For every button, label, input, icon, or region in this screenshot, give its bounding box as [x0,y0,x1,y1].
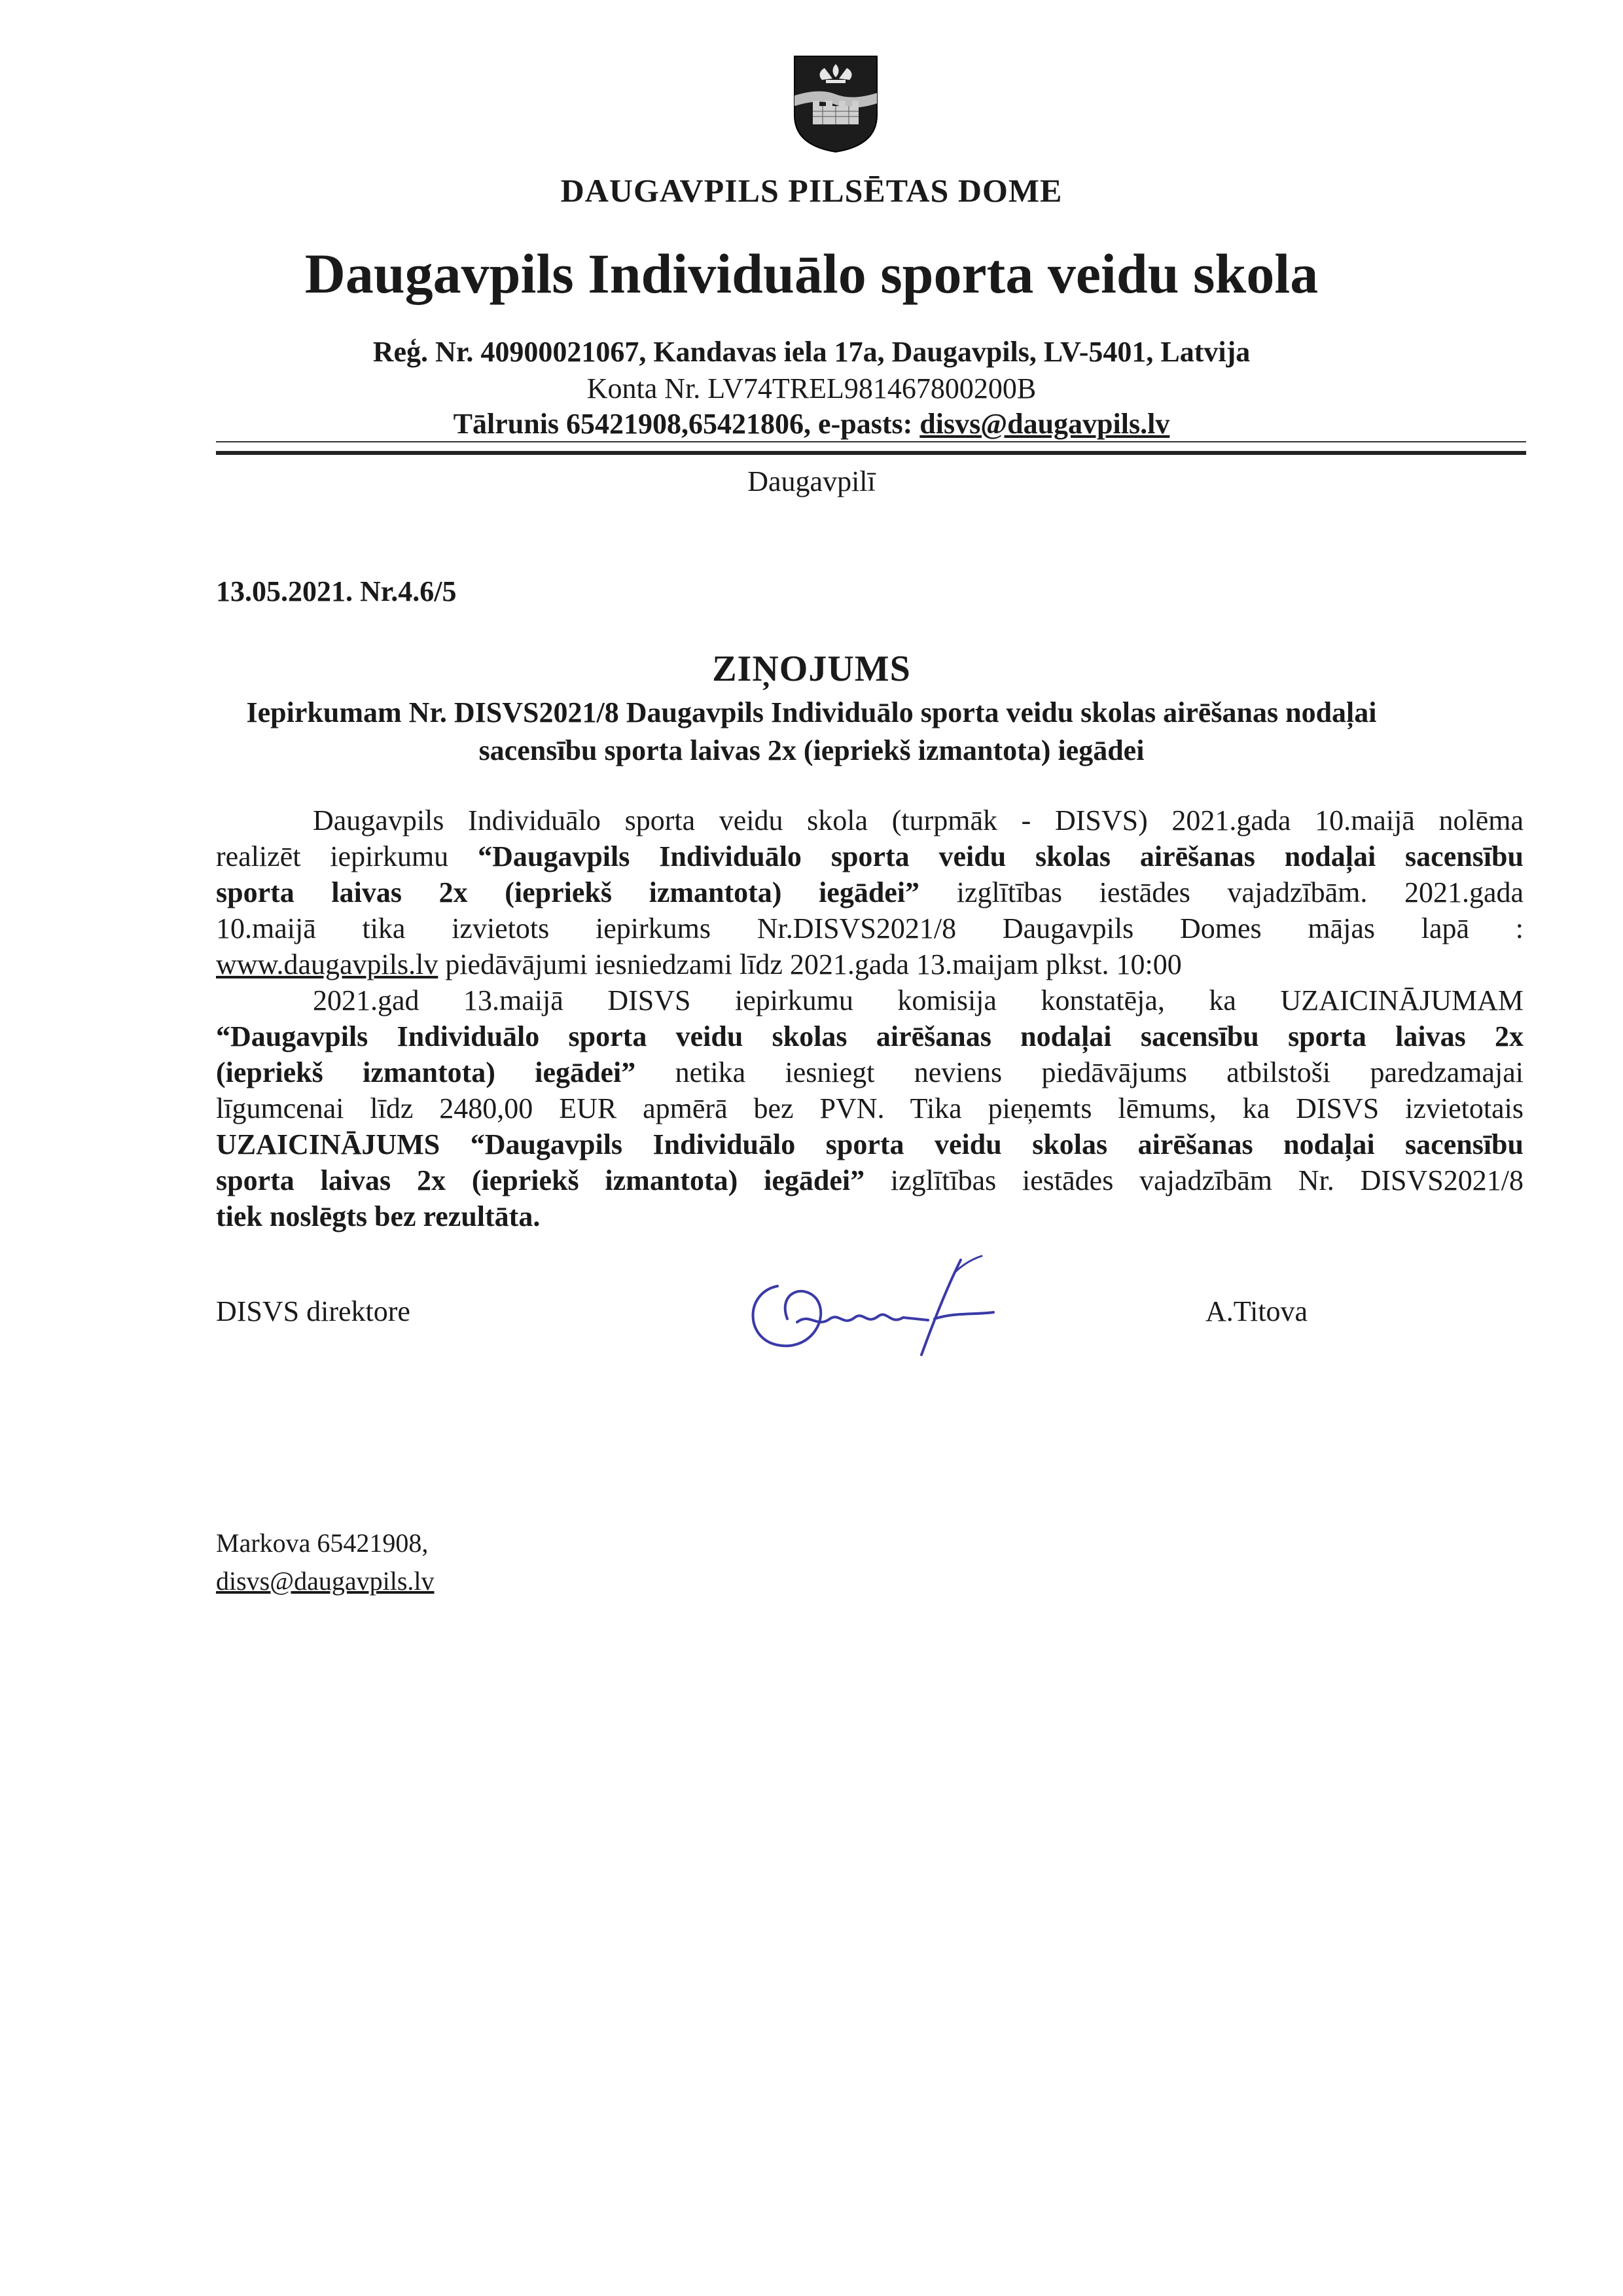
body-line: 10.maijā tika izvietots iepirkums Nr.DISVS2021/8 Daugavpils Domes mājas lapā : [216,912,1524,944]
body-line: Daugavpils Individuālo sporta veidu skola (turpmāk - DISVS) 2021.gada 10.maijā nolēma [313,804,1524,836]
header-rule-thick [216,451,1526,455]
contact-line [0,407,1623,440]
phone-text: Tālrunis 65421908,65421806, e-pasts: [453,408,920,440]
subtitle-line: sacensību sporta laivas 2x (iepriekš izmantota) iegādei [478,734,1145,766]
body-line: (iepriekš izmantota) iegādei” netika iesniegt neviens piedāvājums atbilstoši paredzamajai [216,1056,1524,1088]
body-line: līgumcenai līdz 2480,00 EUR apmērā bez PVN. Tika pieņemts lēmums, ka DISVS izvietotais [216,1092,1524,1124]
subtitle-line: Iepirkumam Nr. DISVS2021/8 Daugavpils Individuālo sporta veidu skolas airēšanas nodaļai [246,696,1377,728]
date-number: 13.05.2021. Nr.4.6/5 [216,575,457,607]
header-rule-thin [216,441,1526,442]
signatory-role: DISVS direktore [216,1295,410,1327]
footer-contact: Markova 65421908, [216,1528,429,1558]
school-name: Daugavpils Individuālo sporta veidu skola [304,242,1319,305]
website-link[interactable]: www.daugavpils.lv [216,948,438,980]
header-email-link[interactable]: disvs@daugavpils.lv [919,408,1170,440]
document-heading: ZIŅOJUMS [712,649,911,689]
council-name: DAUGAVPILS PILSĒTAS DOME [560,172,1063,209]
body-line: sporta laivas 2x (iepriekš izmantota) iegādei” izglītības iestādes vajadzībām Nr. DISVS2021/8 [216,1164,1524,1196]
document-subtitle [0,694,1623,770]
body-line: sporta laivas 2x (iepriekš izmantota) iegādei” izglītības iestādes vajadzībām. 2021.gada [216,876,1524,908]
signatory-name: A.Titova [1205,1295,1308,1327]
account-number: Konta Nr. LV74TREL981467800200B [586,372,1037,404]
body-line: UZAICINĀJUMS “Daugavpils Individuālo sporta veidu skolas airēšanas nodaļai sacensību [216,1128,1524,1160]
footer-email-link[interactable]: disvs@daugavpils.lv [216,1566,435,1596]
body-line: realizēt iepirkumu “Daugavpils Individuālo sporta veidu skolas airēšanas nodaļai sacensību [216,840,1524,872]
coat-of-arms-icon [793,55,878,153]
place-name: Daugavpilī [747,465,876,497]
body-line: 2021.gad 13.maijā DISVS iepirkumu komisija konstatēja, ka UZAICINĀJUMAM [313,984,1524,1016]
registration-info: Reģ. Nr. 40900021067, Kandavas iela 17a, Daugavpils, LV-5401, Latvija [372,336,1251,368]
body-line: “Daugavpils Individuālo sporta veidu skolas airēšanas nodaļai sacensību sporta laivas 2x [216,1020,1524,1052]
handwritten-signature [738,1247,1013,1361]
body-line: tiek noslēgts bez rezultāta. [216,1200,541,1232]
body-line: www.daugavpils.lv piedāvājumi iesniedzami līdz 2021.gada 13.maijam plkst. 10:00 [216,948,1182,980]
